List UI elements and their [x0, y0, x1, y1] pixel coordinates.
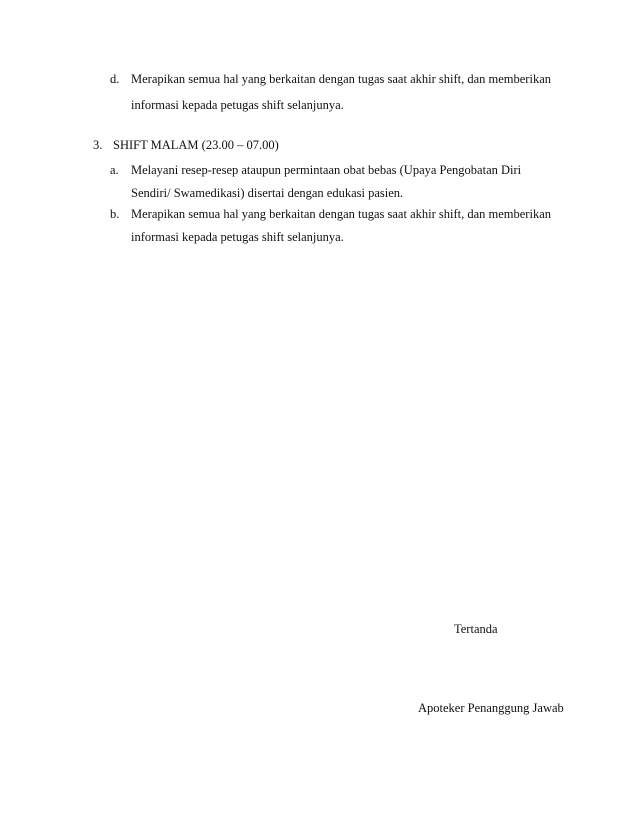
list-marker: b.: [110, 207, 120, 221]
list-marker: a.: [110, 163, 119, 177]
list-item-text-line: informasi kepada petugas shift selanjunya.: [131, 230, 344, 244]
section-title: SHIFT MALAM (23.00 – 07.00): [113, 138, 279, 152]
list-item-text-line: informasi kepada petugas shift selanjunya.: [131, 98, 344, 112]
list-item-text-line: Sendiri/ Swamedikasi) disertai dengan edukasi pasien.: [131, 186, 404, 200]
list-marker: d.: [110, 72, 120, 86]
section-number: 3.: [93, 138, 103, 152]
signature-label: Tertanda: [454, 622, 498, 636]
list-item-text-line: Merapikan semua hal yang berkaitan dengan tugas saat akhir shift, dan memberikan: [131, 72, 551, 86]
list-item-text-line: Merapikan semua hal yang berkaitan dengan tugas saat akhir shift, dan memberikan: [131, 207, 551, 221]
list-item-text-line: Melayani resep-resep ataupun permintaan obat bebas (Upaya Pengobatan Diri: [131, 163, 522, 177]
signature-role: Apoteker Penanggung Jawab: [418, 701, 564, 715]
